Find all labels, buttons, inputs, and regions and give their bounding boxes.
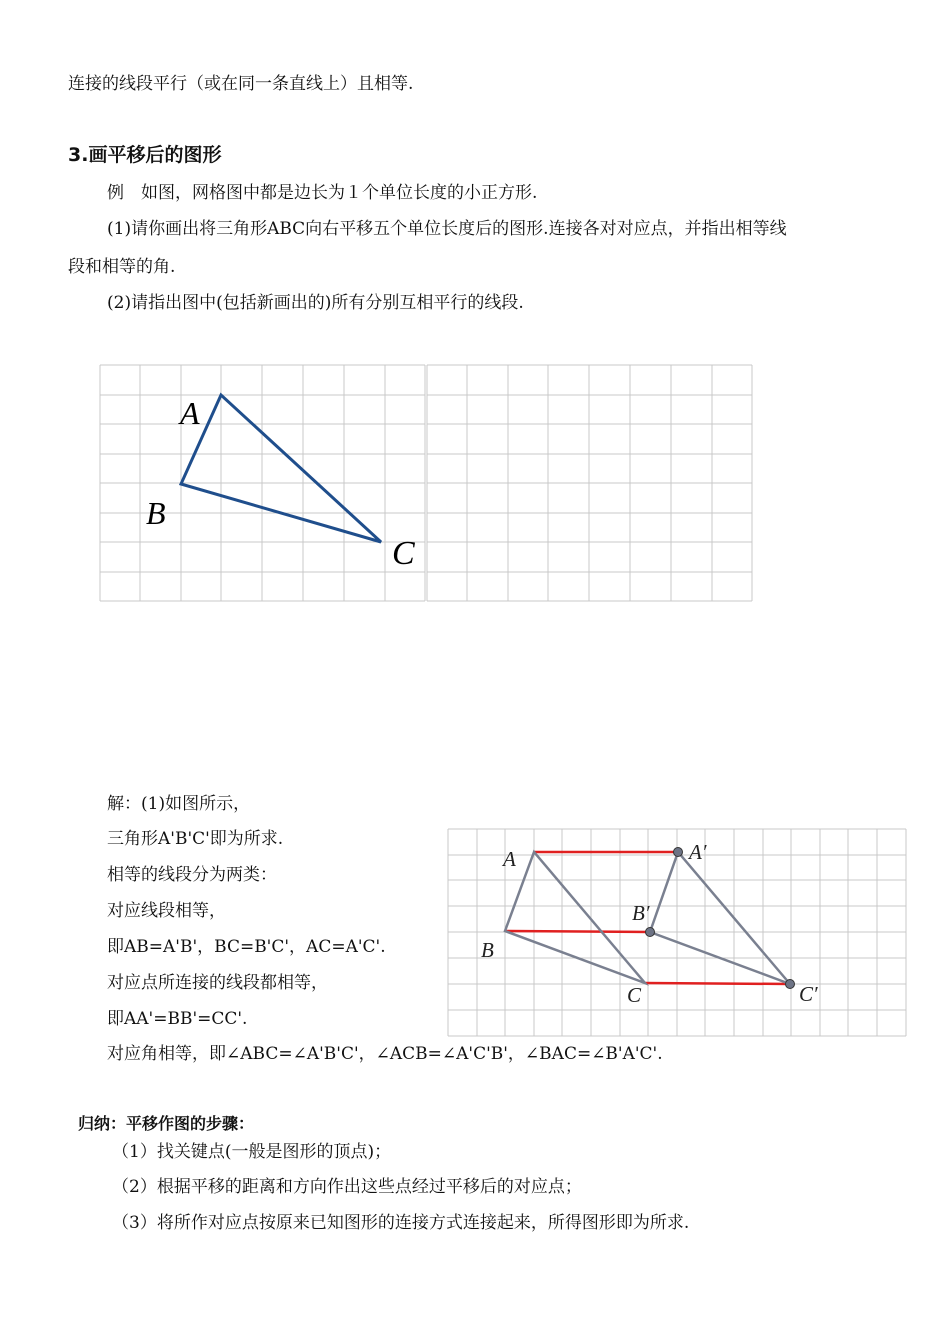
point-b-prime [646, 928, 655, 937]
summary-step-3: （3）将所作对应点按原来已知图形的连接方式连接起来，所得图形即为所求. [112, 1213, 690, 1233]
section-title: 3.画平移后的图形 [68, 144, 222, 166]
label2-c: C [627, 983, 642, 1007]
triangle-abc-original [505, 852, 645, 983]
solution-line-3: 相等的线段分为两类： [107, 865, 277, 885]
label-a: A [180, 395, 200, 431]
intro-line: 连接的线段平行（或在同一条直线上）且相等. [68, 74, 414, 94]
solution-line-5: 即AB=A'B'，BC=B'C'，AC=A'C'. [107, 937, 386, 957]
example-line-1: 例 如图，网格图中都是边长为１个单位长度的小正方形. [107, 183, 538, 203]
label2-b-prime: B′ [632, 901, 650, 925]
point-c-prime [786, 980, 795, 989]
example-line-2: (1)请你画出将三角形ABC向右平移五个单位长度后的图形.连接各对对应点，并指出相等线 [107, 219, 787, 239]
solution-line-8: 对应角相等，即∠ABC=∠A'B'C'，∠ACB=∠A'C'B'，∠BAC=∠B'A'C'. [107, 1044, 663, 1064]
solution-line-4: 对应线段相等， [107, 901, 226, 921]
triangle-abc-translated [650, 852, 790, 984]
label2-b: B [481, 938, 494, 962]
solution-line-6: 对应点所连接的线段都相等， [107, 973, 328, 993]
example-line-3: 段和相等的角. [68, 257, 176, 277]
segment-cc [645, 983, 790, 984]
segment-bb [505, 931, 650, 932]
label-c: C [392, 535, 415, 572]
solution-line-2: 三角形A'B'C'即为所求. [107, 829, 284, 849]
summary-title: 归纳：平移作图的步骤： [78, 1114, 255, 1133]
summary-step-2: （2）根据平移的距离和方向作出这些点经过平移后的对应点； [112, 1177, 582, 1197]
figure-2-grid [448, 829, 906, 1036]
solution-line-1: 解：(1)如图所示， [107, 794, 251, 814]
label2-a-prime: A′ [689, 840, 707, 864]
label-b: B [146, 495, 166, 531]
example-line-4: (2)请指出图中(包括新画出的)所有分别互相平行的线段. [107, 293, 524, 313]
label2-c-prime: C′ [799, 982, 818, 1006]
summary-step-1: （1）找关键点(一般是图形的顶点)； [112, 1142, 392, 1162]
point-a-prime [674, 848, 683, 857]
solution-line-7: 即AA'=BB'=CC'. [107, 1009, 248, 1029]
label2-a: A [503, 847, 516, 871]
